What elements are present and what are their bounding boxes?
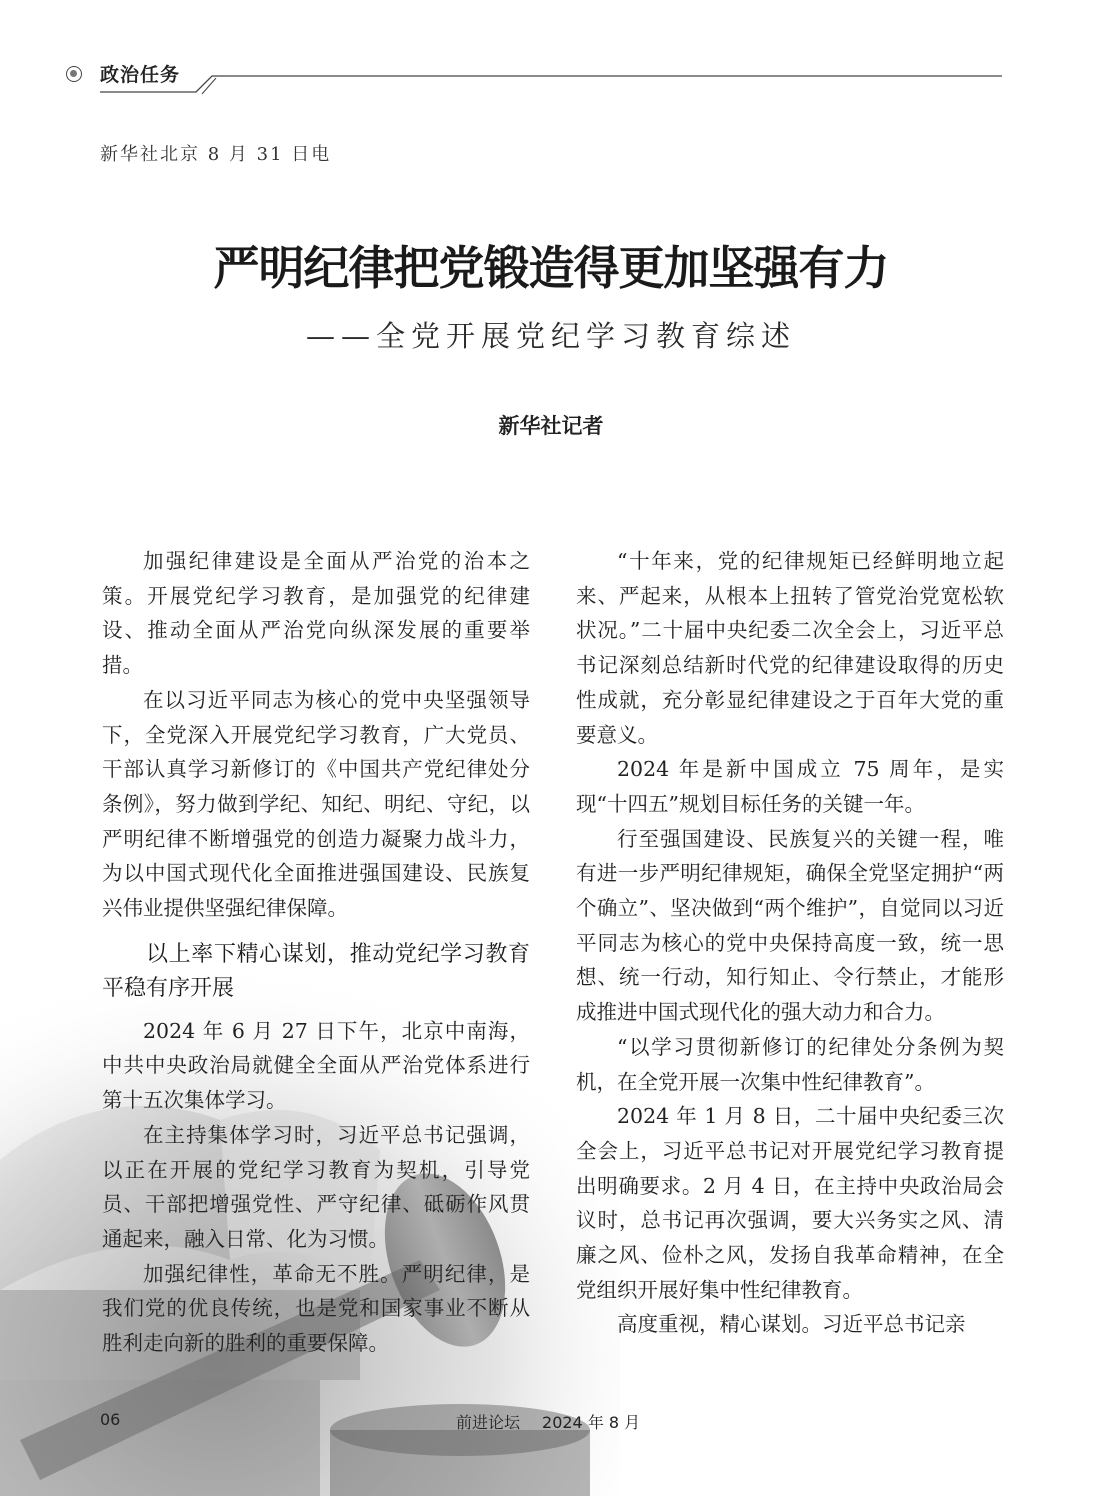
page-number: 06 xyxy=(100,1410,121,1429)
paragraph: 2024 年是新中国成立 75 周年，是实现“十四五”规划目标任务的关键一年。 xyxy=(576,757,1004,816)
paragraph: “十年来，党的纪律规矩已经鲜明地立起来、严起来，从根本上扭转了管党治党宽松软状况。”二十届中央纪委二次全会上，习近平总书记深刻总结新时代党的纪律建设取得的历史性成就，充分彰显纪律建设之于百年大党的重要意义。 xyxy=(576,549,1004,747)
paragraph: 加强纪律性，革命无不胜。严明纪律，是我们党的优良传统，也是党和国家事业不断从胜利走向新的胜利的重要保障。 xyxy=(102,1261,530,1356)
paragraph: 2024 年 1 月 8 日，二十届中央纪委三次全会上，习近平总书记对开展党纪学习教育提出明确要求。2 月 4 日，在主持中央政治局会议时，总书记再次强调，要大兴务实之风、清廉之风、俭朴之风，发扬自我革命精神，在全党组织开展好集中性纪律教育。 xyxy=(576,1104,1004,1302)
paragraph: 在主持集体学习时，习近平总书记强调，以正在开展的党纪学习教育为契机，引导党员、干部把增强党性、严守纪律、砥砺作风贯通起来，融入日常、化为习惯。 xyxy=(102,1122,530,1251)
section-label: 政治任务 xyxy=(100,64,181,86)
paragraph: 加强纪律建设是全面从严治党的治本之策。开展党纪学习教育，是加强党的纪律建设、推动全面从严治党向纵深发展的重要举措。 xyxy=(102,549,530,678)
publication-footer xyxy=(456,1410,640,1433)
paragraph: “以学习贯彻新修订的纪律处分条例为契机，在全党开展一次集中性纪律教育”。 xyxy=(576,1034,1004,1094)
section-subheading: 以上率下精心谋划，推动党纪学习教育平稳有序开展 xyxy=(102,941,530,1001)
paragraph: 在以习近平同志为核心的党中央坚强领导下，全党深入开展党纪学习教育，广大党员、干部认真学习新修订的《中国共产党纪律处分条例》，努力做到学纪、知纪、明纪、守纪，以严明纪律不断增强党的创造力凝聚力战斗力，为以中国式现代化全面推进强国建设、民族复兴伟业提供坚强纪律保障。 xyxy=(102,687,530,921)
article-byline: 新华社记者 xyxy=(498,414,604,438)
dateline: 新华社北京 8 月 31 日电 xyxy=(100,144,332,165)
right-column xyxy=(576,544,1004,1342)
paragraph: 高度重视，精心谋划。习近平总书记亲 xyxy=(617,1312,966,1337)
paragraph: 行至强国建设、民族复兴的关键一程，唯有进一步严明纪律规矩，确保全党坚定拥护“两个确立”、坚决做到“两个维护”，自觉同以习近平同志为核心的党中央保持高度一致，统一思想、统一行动，知行知止、令行禁止，才能形成推进中国式现代化的强大动力和合力。 xyxy=(576,826,1004,1025)
paragraph: 2024 年 6 月 27 日下午，北京中南海，中共中央政治局就健全全面从严治党体系进行第十五次集体学习。 xyxy=(102,1018,530,1113)
publication-name: 前进论坛 xyxy=(456,1413,521,1432)
left-column xyxy=(102,544,530,1361)
header-rule-line xyxy=(64,58,1004,98)
article-subtitle: ——全党开展党纪学习教育综述 xyxy=(305,319,796,353)
issue-date: 2024 年 8 月 xyxy=(542,1413,641,1432)
section-header xyxy=(64,58,1004,98)
article-title: 严明纪律把党锻造得更加坚强有力 xyxy=(213,241,889,295)
